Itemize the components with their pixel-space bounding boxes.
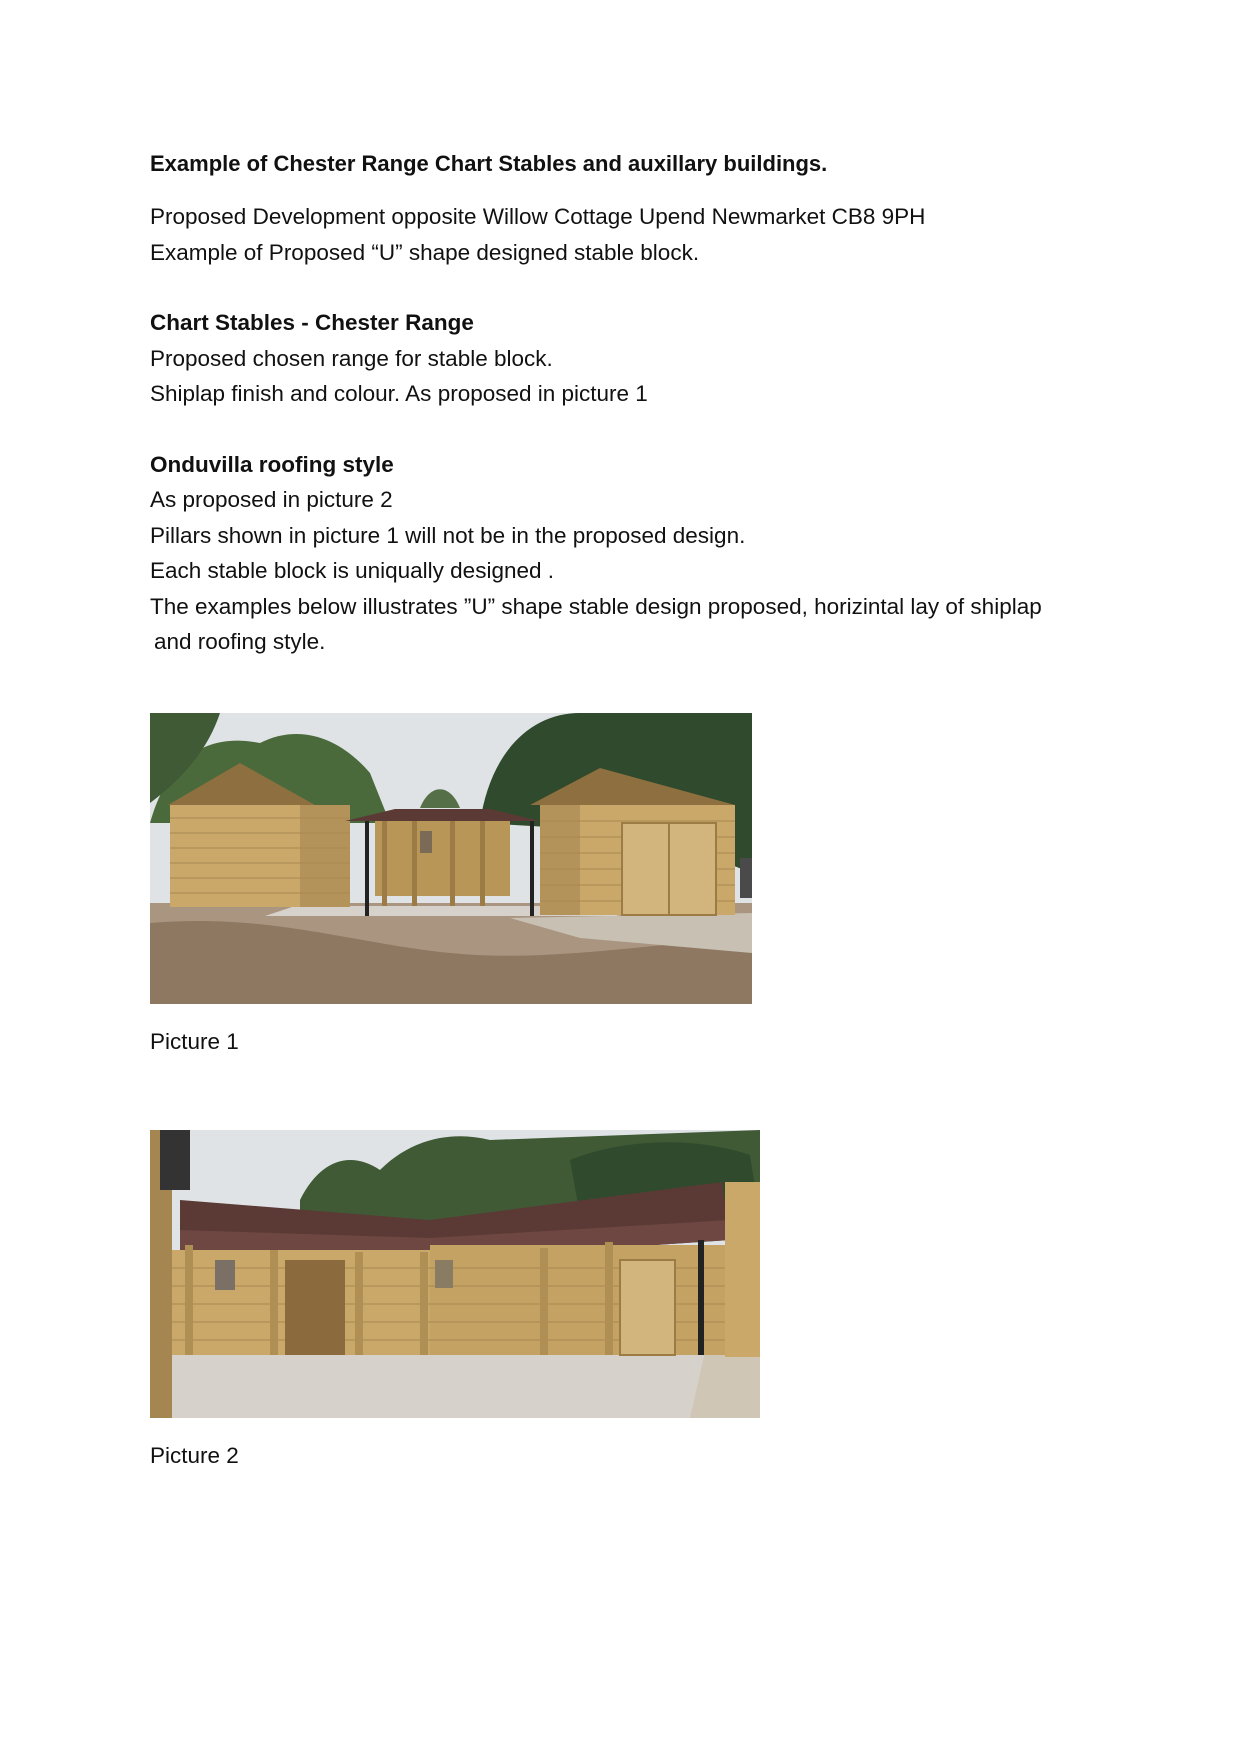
figure-caption-2: Picture 2	[150, 1443, 239, 1468]
section2-line-1: As proposed in picture 2	[150, 487, 393, 512]
figure-caption-1: Picture 1	[150, 1029, 239, 1054]
section2-line-3: Each stable block is uniqually designed .	[150, 558, 555, 583]
section1-line-2: Shiplap finish and colour. As proposed in picture 1	[150, 381, 648, 406]
section2-line-5: and roofing style.	[154, 629, 326, 654]
intro-line-2: Example of Proposed “U” shape designed stable block.	[150, 239, 700, 265]
stable-photo-2	[150, 1130, 760, 1418]
section-heading-chart-stables: Chart Stables - Chester Range	[150, 310, 474, 335]
spacer	[150, 270, 1130, 305]
document-body	[150, 146, 1130, 660]
stable-photo-1	[150, 713, 752, 1004]
section1-line-1: Proposed chosen range for stable block.	[150, 345, 553, 371]
stable-photo-1-image	[150, 713, 752, 1004]
stable-photo-2-image	[150, 1130, 760, 1418]
section-heading-roofing: Onduvilla roofing style	[150, 451, 394, 477]
section2-line-4: The examples below illustrates ”U” shape stable design proposed, horizintal lay of shiplap	[150, 593, 1042, 619]
document-title: Example of Chester Range Chart Stables and auxillary buildings.	[150, 151, 828, 176]
intro-line-1: Proposed Development opposite Willow Cottage Upend Newmarket CB8 9PH	[150, 204, 926, 229]
spacer	[150, 412, 1130, 447]
section2-line-2: Pillars shown in picture 1 will not be in the proposed design.	[150, 522, 746, 548]
